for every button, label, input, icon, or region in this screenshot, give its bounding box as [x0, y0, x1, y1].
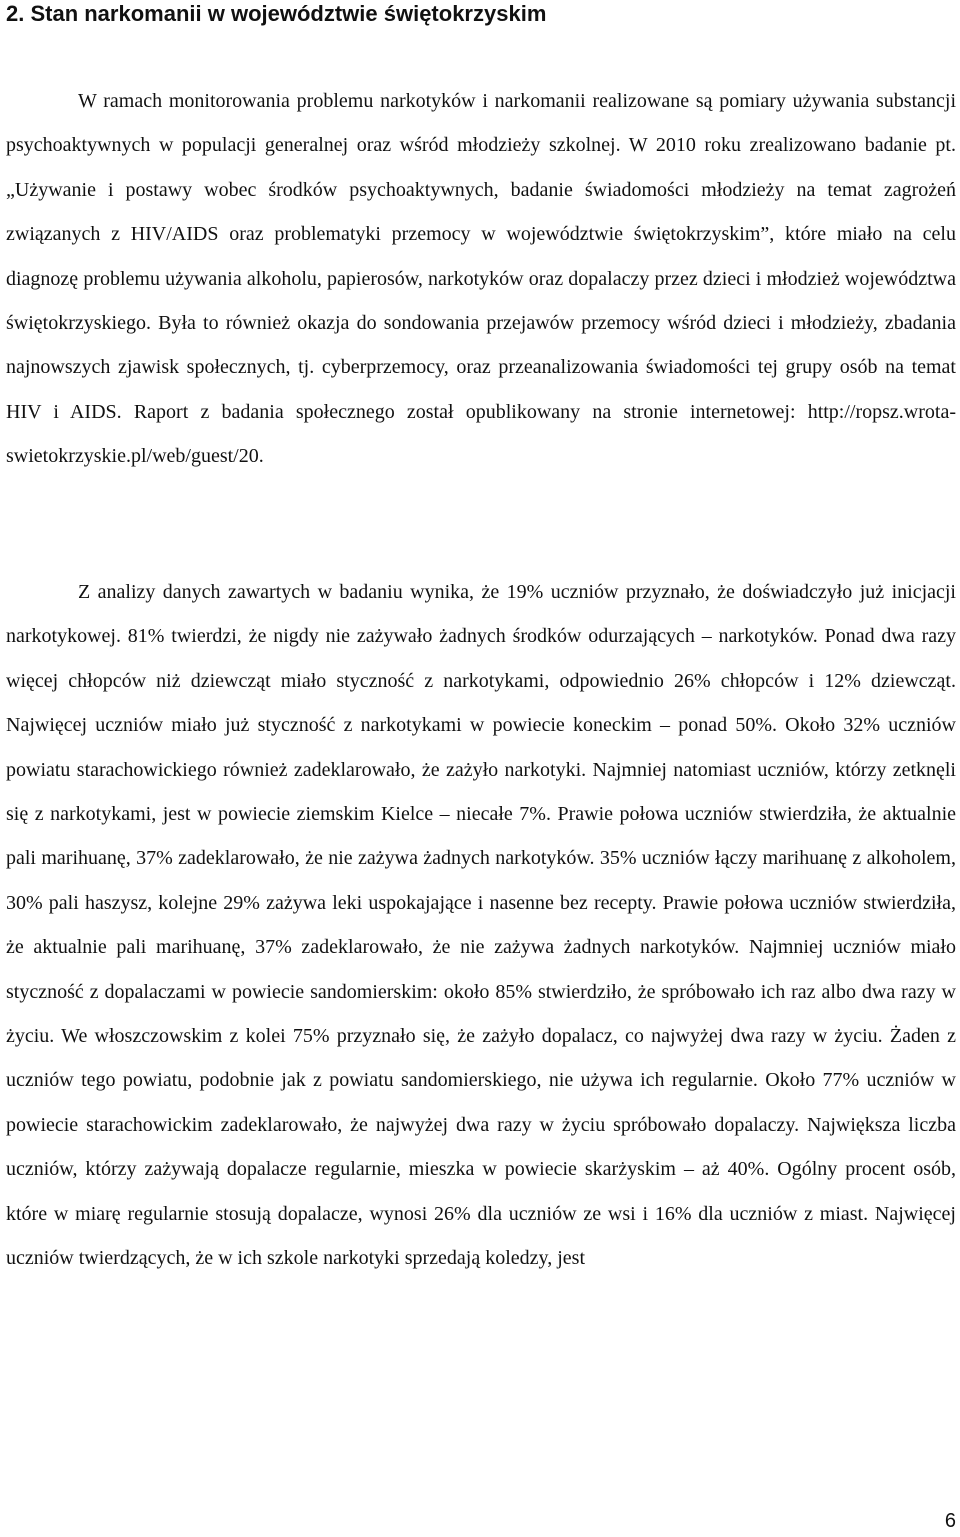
section-heading: 2. Stan narkomanii w województwie świętokrzyskim	[6, 1, 547, 26]
paragraph-survey-results: Z analizy danych zawartych w badaniu wynika, że 19% uczniów przyznało, że doświadczyło już inicjacji narkotykowej. 81% twierdzi, że nigdy nie zażywało żadnych środków odurzających – narkotyków. Ponad dwa razy więcej chłopców niż dziewcząt miało styczność z narkotykami, odpowiednio 26% chłopców i 12% dziewcząt. Najwięcej uczniów miało już styczność z narkotykami w powiecie koneckim – ponad 50%. Około 32% uczniów powiatu starachowickiego również zadeklarowało, że zażyło narkotyki. Najmniej natomiast uczniów, którzy zetknęli się z narkotykami, jest w powiecie ziemskim Kielce – niecałe 7%. Prawie połowa uczniów stwierdziła, że aktualnie pali marihuanę, 37% zadeklarowało, że nie zażywa żadnych narkotyków. 35% uczniów łączy marihuanę z alkoholem, 30% pali haszysz, kolejne 29% zażywa leki uspokajające i nasenne bez recepty. Prawie połowa uczniów stwierdziła, że aktualnie pali marihuanę, 37% zadeklarowało, że nie zażywa żadnych narkotyków. Najmniej uczniów miało styczność z dopalaczami w powiecie sandomierskim: około 85% stwierdziło, że spróbowało ich raz albo dwa razy w życiu. We włoszczowskim z kolei 75% przyznało się, że zażyło dopalacz, co najwyżej dwa razy w życiu. Żaden z uczniów tego powiatu, podobnie jak z powiatu sandomierskiego, nie używa ich regularnie. Około 77% uczniów w powiecie starachowickim zadeklarowało, że najwyżej dwa razy w życiu spróbowało dopalaczy. Największa liczba uczniów, którzy zażywają dopalacze regularnie, mieszka w powiecie skarżyskim – aż 40%. Ogólny procent osób, które w miarę regularnie stosują dopalacze, wynosi 26% dla uczniów ze wsi i 16% dla uczniów z miast. Najwięcej uczniów twierdzących, że w ich szkole narkotyki sprzedają koledzy, jest	[6, 581, 956, 1270]
page-number: 6	[944, 1510, 956, 1532]
paragraph-survey-intro: W ramach monitorowania problemu narkotyków i narkomanii realizowane są pomiary używania substancji psychoaktywnych w populacji generalnej oraz wśród młodzieży szkolnej. W 2010 roku zrealizowano badanie pt. „Używanie i postawy wobec środków psychoaktywnych, badanie świadomości młodzieży na temat zagrożeń związanych z HIV/AIDS oraz problematyki przemocy w województwie świętokrzyskim”, które miało na celu diagnozę problemu używania alkoholu, papierosów, narkotyków oraz dopalaczy przez dzieci i młodzież województwa świętokrzyskiego. Była to również okazja do sondowania przejawów przemocy wśród dzieci i młodzieży, zbadania najnowszych zjawisk społecznych, tj. cyberprzemocy, oraz przeanalizowania świadomości tej grupy osób na temat HIV i AIDS. Raport z badania społecznego został opublikowany na stronie internetowej: http://ropsz.wrota-swietokrzyskie.pl/web/guest/20.	[6, 90, 956, 468]
